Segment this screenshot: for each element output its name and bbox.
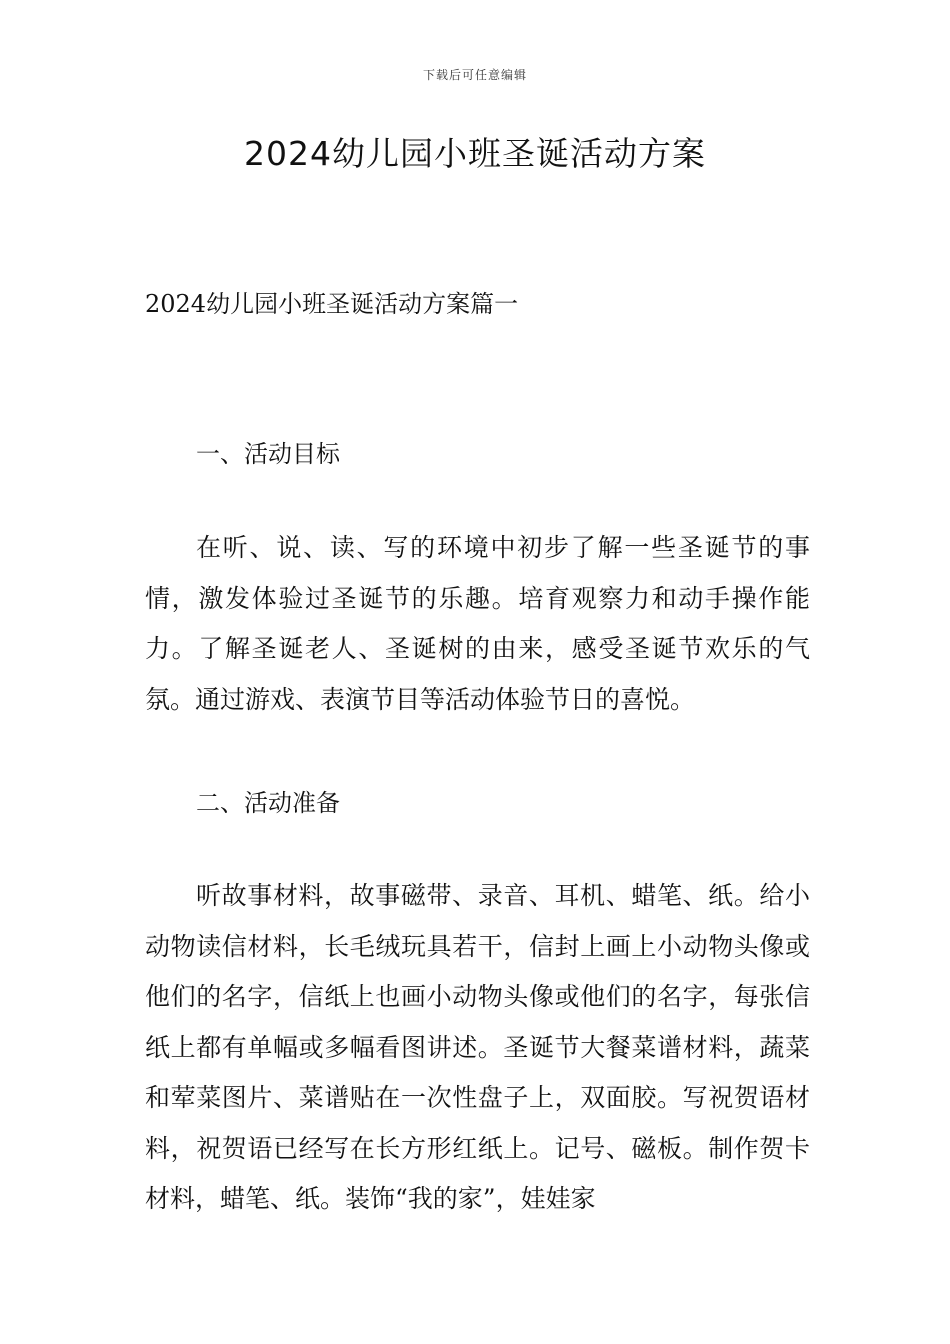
- section-paragraph-goals: 在听、说、读、写的环境中初步了解一些圣诞节的事情，激发体验过圣诞节的乐趣。培育观察力和动手操作能力。了解圣诞老人、圣诞树的由来，感受圣诞节欢乐的气氛。通过游戏、表演节目等活动体验节日的喜悦。: [145, 533, 810, 714]
- document-subtitle: 2024幼儿园小班圣诞活动方案篇一: [145, 290, 519, 318]
- section-heading-goals: 一、活动目标: [196, 440, 340, 468]
- section-paragraph-preparation: 听故事材料，故事磁带、录音、耳机、蜡笔、纸。给小动物读信材料，长毛绒玩具若干，信封上画上小动物头像或他们的名字，信纸上也画小动物头像或他们的名字，每张信纸上都有单幅或多幅看图讲述。圣诞节大餐菜谱材料，蔬菜和荤菜图片、菜谱贴在一次性盘子上，双面胶。写祝贺语材料，祝贺语已经写在长方形红纸上。记号、磁板。制作贺卡材料，蜡笔、纸。装饰“我的家”，娃娃家: [145, 881, 810, 1213]
- section-heading-preparation: 二、活动准备: [196, 789, 340, 817]
- document-title: 2024幼儿园小班圣诞活动方案: [244, 134, 706, 173]
- header-note: 下载后可任意编辑: [422, 68, 527, 82]
